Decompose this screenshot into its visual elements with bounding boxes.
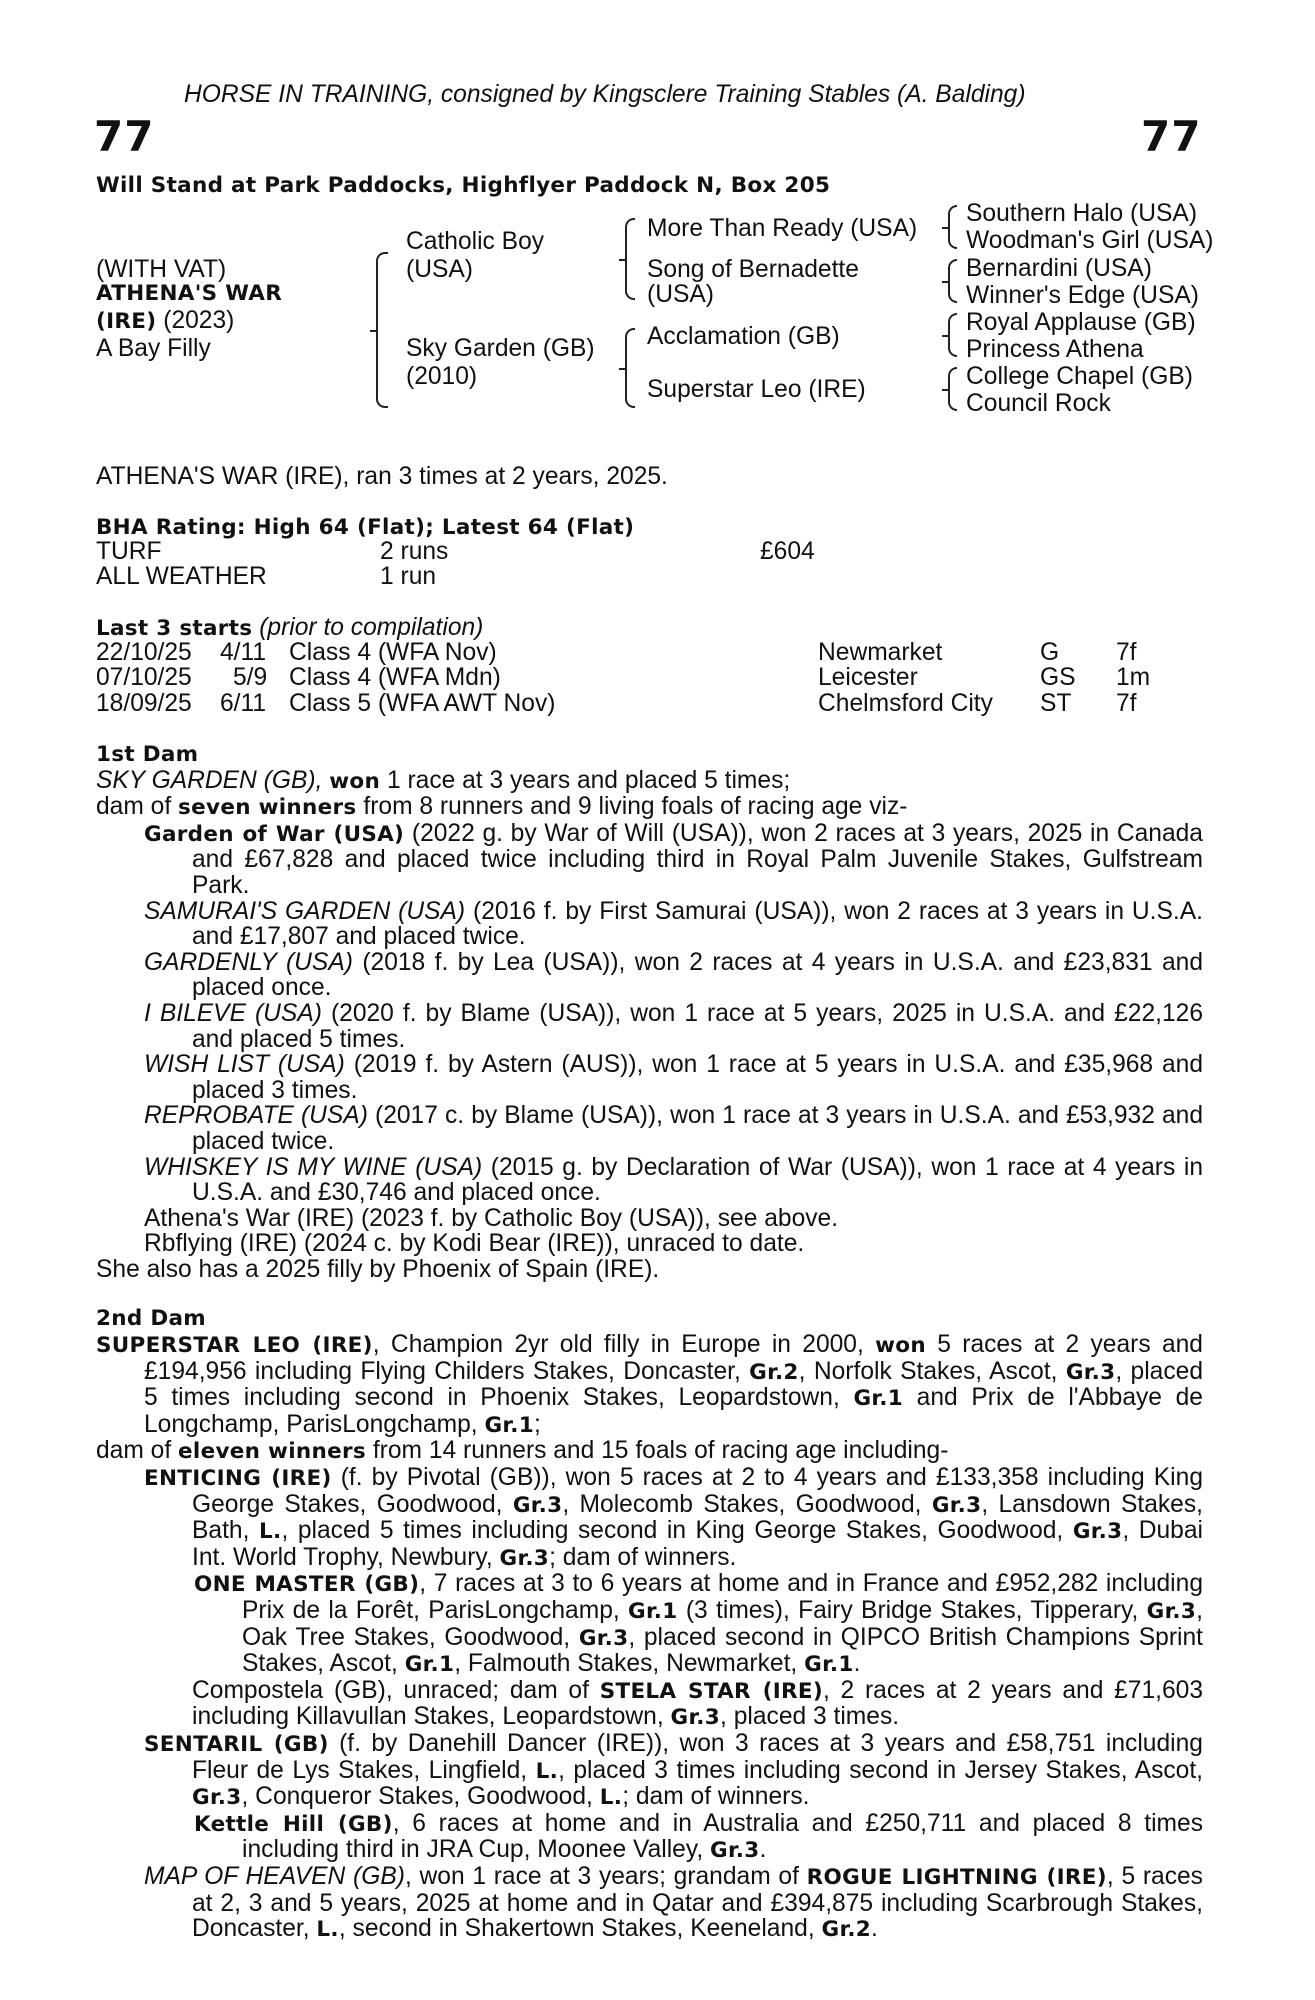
second-dam-record: [96, 1332, 1203, 1438]
pedigree-brace-ss: [948, 205, 957, 249]
start-position: 6/11: [220, 690, 267, 717]
sire-dam-line2: (USA): [647, 281, 714, 308]
progeny-name: WISH LIST (USA): [144, 1051, 345, 1079]
dam-sire: Acclamation (GB): [647, 323, 840, 350]
text: , 2 races at 2 years and £71,603 including Killavullan Stakes, Leopardstown,: [192, 1676, 1203, 1731]
text: , Oak Tree Stakes, Goodwood,: [242, 1597, 1203, 1651]
text: .: [759, 1836, 767, 1864]
progeny-entry: [96, 1731, 1203, 1811]
progeny-name: ONE MASTER (GB): [194, 1572, 420, 1598]
progeny-entry: [96, 1678, 1203, 1731]
pedigree-brace-dd: [948, 367, 957, 411]
progeny-record: (2015 g. by Declaration of War (USA)), won 1 race at 4 years in U.S.A. and £30,746 and placed once.: [192, 1153, 1203, 1207]
last-starts-title: Last 3 starts: [96, 616, 253, 641]
pedigree-brace-dam: [625, 328, 635, 408]
text: , Norfolk Stakes, Ascot,: [798, 1357, 1058, 1385]
progeny-entry: [96, 899, 1203, 950]
sire-name: Catholic Boy: [406, 228, 545, 255]
start-distance: 1m: [1116, 664, 1151, 691]
bha-rating-title: BHA Rating: High 64 (Flat); Latest 64 (Flat): [96, 515, 635, 540]
dam-of-rest: from 14 runners and 15 foals of racing age including-: [372, 1437, 949, 1465]
second-dam-name: SUPERSTAR LEO (IRE): [96, 1333, 373, 1359]
text: (f. by Pivotal (GB)), won 5 races at 2 to 4 years and £133,358 including King George Stakes, Goodwood,: [192, 1464, 1203, 1518]
text: , Conqueror Stakes, Goodwood,: [241, 1783, 593, 1811]
horse-description: A Bay Filly: [96, 335, 211, 362]
rating-surface: TURF: [96, 538, 162, 565]
start-distance: 7f: [1116, 690, 1137, 717]
progeny-record: (2020 f. by Blame (USA)), won 1 race at 5 years, 2025 in U.S.A. and £22,126 and placed 5 times.: [192, 999, 1203, 1053]
progeny-name: ROGUE LIGHTNING (IRE): [806, 1864, 1107, 1890]
text: , placed 5 times including second in Phoenix Stakes, Leopardstown,: [144, 1357, 1203, 1412]
text: , 7 races at 3 to 6 years at home and in France and £952,282 including Prix de la Forêt, ParisLongchamp,: [242, 1570, 1203, 1624]
progeny-name: SENTARIL (GB): [144, 1731, 329, 1757]
pedigree-brace-ds: [948, 313, 957, 357]
dam-dam-sire: College Chapel (GB): [966, 363, 1193, 390]
sire-sire-sire: Southern Halo (USA): [966, 200, 1198, 227]
grade-label: Gr.3: [1065, 1359, 1116, 1385]
text: , Lansdown Stakes, Bath,: [192, 1490, 1203, 1545]
start-course: Chelmsford City: [818, 690, 993, 717]
progeny-entry: Athena's War (IRE) (2023 f. by Catholic Boy (USA)), see above.: [144, 1204, 839, 1232]
progeny-entry: [96, 1465, 1203, 1571]
dam-sire-dam: Princess Athena: [966, 336, 1144, 363]
text: ; dam of winners.: [549, 1543, 737, 1571]
text: , Dubai Int. World Trophy, Newbury,: [192, 1517, 1203, 1571]
won-label: won: [329, 768, 381, 794]
start-position: 5/9: [233, 664, 268, 691]
grade-label: L.: [535, 1758, 559, 1784]
progeny-record: (2016 f. by First Samurai (USA)), won 2 races at 3 years in U.S.A. and £17,807 and placed twice.: [192, 897, 1203, 951]
winners-count: eleven winners: [178, 1439, 366, 1465]
grade-label: Gr.3: [499, 1545, 550, 1571]
text: .: [853, 1650, 861, 1678]
grade-label: Gr.3: [670, 1705, 721, 1731]
horse-origin-year: [96, 308, 234, 335]
dam-of-label: dam of: [96, 793, 172, 821]
text: , 6 races at home and in Australia and £250,711 and placed 8 times including third in JRA Cup, Moonee Valley,: [242, 1809, 1203, 1864]
grade-label: L.: [258, 1519, 282, 1545]
section-gap: [96, 1282, 1203, 1306]
grade-label: Gr.1: [484, 1412, 534, 1438]
rating-runs: 2 runs: [380, 538, 449, 565]
first-dam-name: SKY GARDEN (GB),: [96, 766, 323, 794]
stall-location: Will Stand at Park Paddocks, Highflyer Paddock N, Box 205: [96, 173, 831, 198]
race-summary: ATHENA'S WAR (IRE), ran 3 times at 2 years, 2025.: [96, 463, 668, 490]
grade-label: Gr.1: [853, 1386, 903, 1412]
horse-origin: (IRE): [96, 309, 157, 334]
grandprogeny-entry: [96, 1571, 1203, 1677]
pedigree-brace-sd: [948, 259, 957, 303]
grade-label: L.: [599, 1785, 623, 1811]
progeny-name: Garden of War (USA): [144, 821, 405, 847]
dam-sire-sire: Royal Applause (GB): [966, 309, 1196, 336]
lot-number-left: 77: [94, 112, 155, 161]
progeny-entry: [96, 1001, 1203, 1052]
text: (f. by Danehill Dancer (IRE)), won 3 races at 3 years and £58,751 including Fleur de Lys Stakes, Lingfield,: [192, 1729, 1203, 1784]
horse-year: (2023): [163, 307, 235, 334]
progeny-record: (2022 g. by War of Will (USA)), won 2 races at 3 years, 2025 in Canada and £67,828 and placed twice including third in Royal Palm Juvenile Stakes, Gulfstream Park.: [192, 819, 1203, 899]
first-dam-intro: [96, 768, 1203, 795]
rating-runs: 1 run: [380, 563, 437, 590]
progeny-record: (2017 c. by Blame (USA)), won 1 race at 3 years in U.S.A. and £53,932 and placed twice.: [192, 1102, 1204, 1155]
grade-label: Gr.1: [628, 1599, 678, 1624]
progeny-name: ENTICING (IRE): [144, 1466, 332, 1492]
progeny-name: REPROBATE (USA): [144, 1102, 368, 1130]
text: , won 1 race at 3 years; grandam of: [404, 1862, 799, 1890]
start-race: Class 4 (WFA Mdn): [289, 664, 501, 691]
text: , placed 3 times including second in Jersey Stakes, Ascot,: [558, 1756, 1204, 1784]
winners-count: seven winners: [178, 795, 357, 821]
progeny-name: GARDENLY (USA): [144, 948, 353, 976]
lot-number-right: 77: [1141, 112, 1202, 161]
dam-of-label: dam of: [96, 1437, 172, 1465]
text: , second in Shakertown Stakes, Keeneland,: [338, 1915, 815, 1943]
grade-label: L.: [316, 1917, 339, 1943]
won-label: won: [875, 1333, 926, 1359]
start-race: Class 4 (WFA Nov): [289, 639, 497, 666]
grade-label: Gr.3: [931, 1492, 982, 1518]
grade-label: Gr.3: [512, 1492, 563, 1518]
progeny-name: Kettle Hill (GB): [194, 1811, 393, 1837]
progeny-entry: Rbflying (IRE) (2024 c. by Kodi Bear (IRE)), unraced to date.: [144, 1230, 805, 1258]
sire-origin: (USA): [406, 256, 473, 283]
progeny-entry: [96, 950, 1203, 1001]
second-dam-produce-summary: [96, 1438, 1203, 1465]
first-dam-record: 1 race at 3 years and placed 5 times;: [386, 766, 791, 794]
dam-name: Sky Garden (GB): [406, 335, 595, 362]
text: and Prix de l'Abbaye de Longchamp, ParisLongchamp,: [144, 1384, 1203, 1438]
progeny-record: (2019 f. by Astern (AUS)), won 1 race at 5 years in U.S.A. and £35,968 and placed 3 times.: [192, 1051, 1204, 1104]
first-dam-footer: She also has a 2025 filly by Phoenix of Spain (IRE).: [96, 1255, 660, 1283]
grade-label: Gr.3: [1072, 1519, 1123, 1545]
rating-prize: £604: [760, 538, 815, 565]
vat-label: (WITH VAT): [96, 256, 227, 283]
dam-dam-dam: Council Rock: [966, 390, 1111, 417]
progeny-entry: [96, 1155, 1203, 1206]
sire-sire: More Than Ready (USA): [647, 215, 918, 242]
progeny-record: (2018 f. by Lea (USA)), won 2 races at 4 years in U.S.A. and £23,831 and placed once.: [192, 948, 1203, 1002]
text: Compostela (GB), unraced; dam of: [192, 1676, 589, 1704]
progeny-entry: [96, 1864, 1203, 1943]
progeny-entry: [96, 1103, 1203, 1154]
pedigree-brace-main: [376, 252, 388, 408]
start-position: 4/11: [220, 639, 267, 666]
grade-label: Gr.3: [710, 1838, 760, 1864]
sire-sire-dam: Woodman's Girl (USA): [966, 227, 1214, 254]
text: , placed second in QIPCO British Champions Sprint Stakes, Ascot,: [242, 1623, 1203, 1678]
dam-dam: Superstar Leo (IRE): [647, 376, 866, 403]
rating-surface: ALL WEATHER: [96, 563, 267, 590]
grandprogeny-entry: [96, 1811, 1203, 1864]
text: (3 times), Fairy Bridge Stakes, Tipperary,: [685, 1597, 1139, 1624]
text: .: [871, 1915, 878, 1943]
start-distance: 7f: [1116, 639, 1137, 666]
progeny-entry: [96, 821, 1203, 899]
text: , Molecomb Stakes, Goodwood,: [562, 1490, 922, 1518]
first-dam-produce-summary: [96, 794, 1203, 821]
text: , placed 5 times including second in King George Stakes, Goodwood,: [281, 1517, 1064, 1545]
grade-label: Gr.1: [804, 1652, 854, 1678]
grade-label: Gr.3: [578, 1625, 629, 1651]
pedigree-brace-sire: [625, 218, 635, 300]
text: , Falmouth Stakes, Newmarket,: [454, 1650, 798, 1678]
horse-name: ATHENA'S WAR: [96, 281, 283, 306]
progeny-name: I BILEVE (USA): [144, 999, 322, 1027]
second-dam-heading: 2nd Dam: [96, 1306, 206, 1332]
start-date: 07/10/25: [96, 664, 192, 691]
start-course: Newmarket: [818, 639, 943, 666]
dam-year: (2010): [406, 363, 478, 390]
text: , 5 races at 2, 3 and 5 years, 2025 at home and in Qatar and £394,875 including Scarbrough Stakes, Doncaster,: [192, 1862, 1203, 1943]
text: ; dam of winners.: [622, 1783, 810, 1811]
sire-dam-dam: Winner's Edge (USA): [966, 282, 1199, 309]
progeny-name: SAMURAI'S GARDEN (USA): [144, 897, 466, 925]
start-going: GS: [1040, 664, 1076, 691]
text: ;: [533, 1410, 541, 1438]
text: , placed 3 times.: [720, 1703, 900, 1731]
progeny-name: STELA STAR (IRE): [599, 1678, 823, 1704]
progeny-name: MAP OF HEAVEN (GB): [144, 1862, 405, 1890]
start-going: ST: [1040, 690, 1072, 717]
progeny-entry: [96, 1052, 1203, 1103]
start-going: G: [1040, 639, 1060, 666]
grade-label: Gr.3: [1146, 1599, 1197, 1624]
start-date: 18/09/25: [96, 690, 192, 717]
text: , Champion 2yr old filly in Europe in 2000,: [372, 1331, 864, 1359]
start-race: Class 5 (WFA AWT Nov): [289, 690, 556, 717]
last-starts-subtitle: (prior to compilation): [259, 614, 484, 641]
grade-label: Gr.3: [192, 1785, 242, 1811]
catalogue-header: HORSE IN TRAINING, consigned by Kingsclere Training Stables (A. Balding): [184, 81, 1026, 108]
grade-label: Gr.1: [404, 1652, 455, 1678]
last-starts-heading: [96, 615, 483, 642]
grade-label: Gr.2: [749, 1359, 799, 1385]
start-date: 22/10/25: [96, 639, 192, 666]
grade-label: Gr.2: [821, 1917, 872, 1943]
start-course: Leicester: [818, 664, 918, 691]
dam-of-rest: from 8 runners and 9 living foals of racing age viz-: [363, 793, 908, 821]
first-dam-section: [96, 742, 1203, 1943]
first-dam-heading: 1st Dam: [96, 742, 199, 767]
sire-dam-line1: Song of Bernadette: [647, 256, 859, 283]
sire-dam-sire: Bernardini (USA): [966, 255, 1152, 282]
text: 5 races at 2 years and £194,956 including Flying Childers Stakes, Doncaster,: [144, 1331, 1203, 1385]
progeny-name: WHISKEY IS MY WINE (USA): [144, 1153, 483, 1181]
